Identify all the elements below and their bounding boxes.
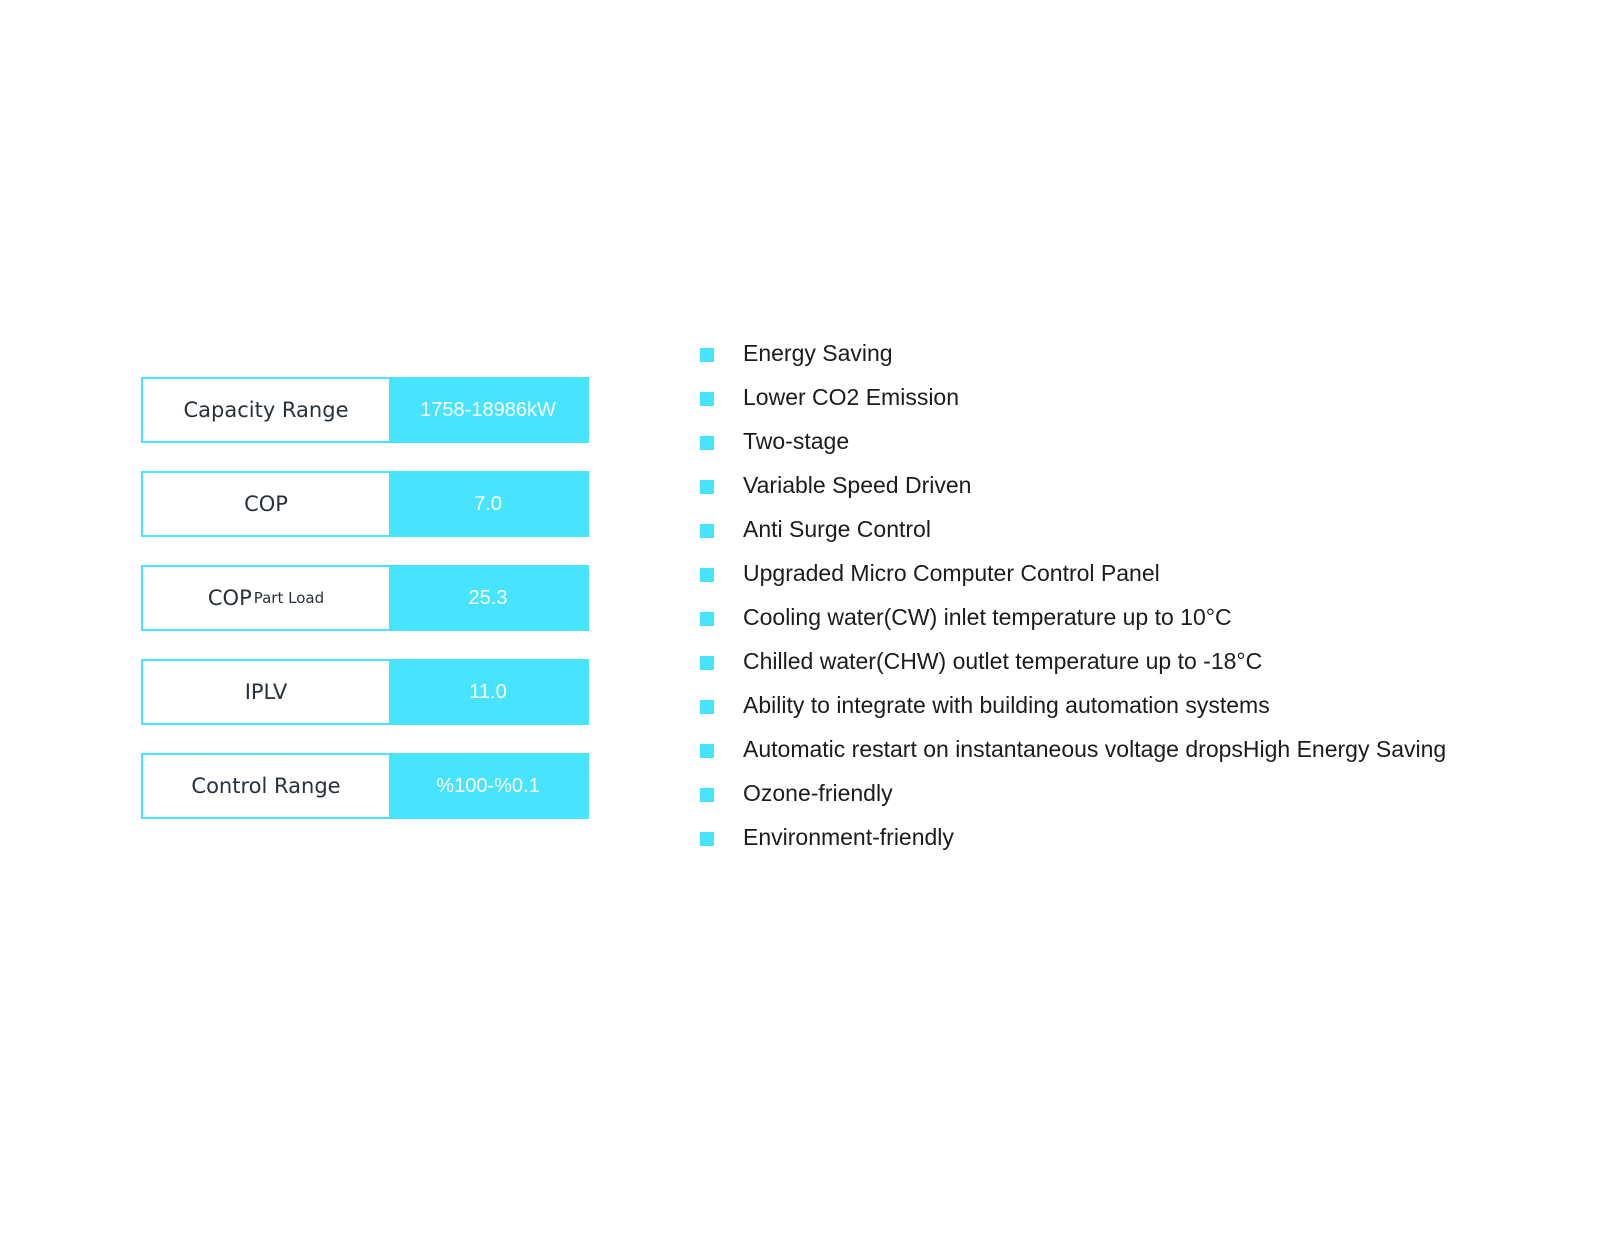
feature-item — [700, 727, 1446, 771]
feature-text: Lower CO2 Emission — [743, 383, 960, 410]
feature-text: Environment-friendly — [743, 823, 954, 850]
spec-label — [143, 567, 389, 629]
square-bullet-icon — [700, 392, 714, 406]
feature-text: Chilled water(CHW) outlet temperature up to -18°C — [743, 647, 1263, 674]
spec-label-text: Control Range — [191, 774, 341, 798]
spec-row-cop — [141, 471, 589, 537]
square-bullet-icon — [700, 436, 714, 450]
square-bullet-icon — [700, 744, 714, 758]
feature-item — [700, 507, 1446, 551]
spec-label-text: COP — [244, 492, 288, 516]
spec-label-text: Capacity Range — [183, 398, 349, 422]
feature-text: Automatic restart on instantaneous voltage dropsHigh Energy Saving — [743, 735, 1447, 762]
feature-item — [700, 331, 1446, 375]
feature-text: Energy Saving — [743, 339, 893, 366]
spec-value: 11.0 — [389, 661, 587, 723]
spec-value: 1758-18986kW — [389, 379, 587, 441]
square-bullet-icon — [700, 656, 714, 670]
spec-label-text: COP — [207, 586, 252, 610]
square-bullet-icon — [700, 700, 714, 714]
spec-label — [143, 755, 389, 817]
square-bullet-icon — [700, 524, 714, 538]
spec-row-iplv — [141, 659, 589, 725]
feature-item — [700, 551, 1446, 595]
spec-label-text: IPLV — [244, 680, 288, 704]
feature-text: Ozone-friendly — [743, 779, 893, 806]
feature-text: Two-stage — [743, 427, 850, 454]
feature-item — [700, 815, 1446, 859]
spec-label — [143, 661, 389, 723]
square-bullet-icon — [700, 788, 714, 802]
spec-value: 25.3 — [389, 567, 587, 629]
spec-label — [143, 379, 389, 441]
square-bullet-icon — [700, 348, 714, 362]
spec-row-cop-part-load — [141, 565, 589, 631]
feature-text: Cooling water(CW) inlet temperature up to 10°C — [743, 603, 1232, 630]
square-bullet-icon — [700, 832, 714, 846]
feature-item — [700, 639, 1446, 683]
spec-value: %100-%0.1 — [389, 755, 587, 817]
spec-label — [143, 473, 389, 535]
feature-item — [700, 771, 1446, 815]
square-bullet-icon — [700, 568, 714, 582]
feature-list — [700, 331, 1446, 859]
feature-item — [700, 683, 1446, 727]
square-bullet-icon — [700, 612, 714, 626]
feature-text: Ability to integrate with building automation systems — [743, 691, 1270, 718]
feature-item — [700, 375, 1446, 419]
spec-table — [141, 377, 589, 847]
feature-item — [700, 463, 1446, 507]
feature-item — [700, 419, 1446, 463]
feature-item — [700, 595, 1446, 639]
spec-label-subscript: Part Load — [253, 589, 325, 607]
spec-row-capacity-range — [141, 377, 589, 443]
feature-text: Upgraded Micro Computer Control Panel — [743, 559, 1160, 586]
square-bullet-icon — [700, 480, 714, 494]
spec-value: 7.0 — [389, 473, 587, 535]
feature-text: Anti Surge Control — [743, 515, 931, 542]
feature-text: Variable Speed Driven — [743, 471, 972, 498]
spec-row-control-range — [141, 753, 589, 819]
